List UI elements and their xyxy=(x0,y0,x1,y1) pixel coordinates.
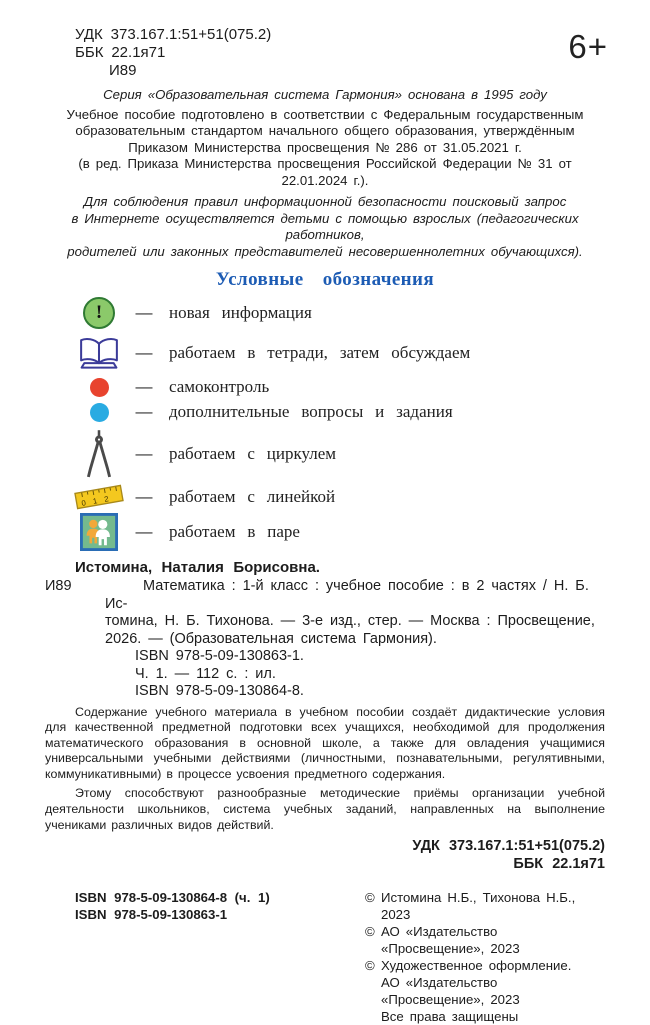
annotation-paragraph: Содержание учебного материала в учебном пособии создаёт дидактические условия для качественной предметной подготовки всех учащихся, необходимой для продолжения математического образования в основной школе, а также для овладения учащимися универсальными учебными действиями (личностными, познавательными, регулятивными, коммуникативными) в процессе усвоения предметного содержания. xyxy=(45,704,605,781)
part-line: Ч. 1. — 112 с. : ил. xyxy=(135,665,276,682)
fgos-line: образовательным стандартом начального общего образования, утверждённым xyxy=(75,123,575,138)
legend-item-label: дополнительные вопросы и задания xyxy=(169,402,453,421)
author-sign-top: И89 xyxy=(109,62,137,79)
legend-item-label: работаем в тетради, затем обсуждаем xyxy=(169,343,471,362)
legend-item-ruler xyxy=(73,486,605,508)
pair-icon xyxy=(73,513,125,551)
legend-item-label: самоконтроль xyxy=(169,377,270,396)
isbn-line: ISBN 978-5-09-130863-1. xyxy=(135,648,304,664)
copyright-line: Все права защищены xyxy=(381,1009,519,1025)
author-sign: И89 xyxy=(45,578,72,594)
copyright-block xyxy=(365,889,605,1025)
biblio-line: Математика : 1-й класс : учебное пособие : в 2 частях / Н. Б. Ис- xyxy=(105,578,589,612)
copyright-icon: © xyxy=(365,924,375,940)
legend-item-new-info xyxy=(73,297,605,329)
legend-dash: — xyxy=(135,444,153,463)
classification-codes xyxy=(75,26,605,80)
biblio-line: 2026. — (Образовательная система Гармония). xyxy=(105,630,437,647)
legend-dash: — xyxy=(135,377,153,396)
fgos-line: Приказом Министерства просвещения № 286 от 31.05.2021 г. xyxy=(128,139,522,155)
copyright-line: © Художественное оформление. xyxy=(365,958,572,974)
compass-icon xyxy=(73,427,125,481)
copyright-icon: © xyxy=(365,890,375,906)
safety-line: Для соблюдения правил информационной безопасности поисковый запрос xyxy=(83,194,567,209)
legend-item-label: работаем в паре xyxy=(169,522,300,541)
safety-line: в Интернете осуществляется детьми с помощью взрослых (педагогических работников, xyxy=(71,210,579,242)
isbn-block xyxy=(75,889,365,1025)
legend-item-notebook xyxy=(73,334,605,372)
open-book-icon xyxy=(73,334,125,372)
legend-item-extra xyxy=(73,402,605,422)
copyright-line: АО «Издательство «Просвещение», 2023 xyxy=(381,975,520,1008)
legend-dash: — xyxy=(135,522,153,541)
legend-item-label: работаем с циркулем xyxy=(169,444,337,463)
legend-item-selfcheck xyxy=(73,377,605,397)
legend-title: Условные обозначения xyxy=(215,269,435,290)
isbn-line: ISBN 978-5-09-130864-8. xyxy=(135,683,304,699)
classification-codes-bottom xyxy=(45,837,605,873)
author-heading: Истомина, Наталия Борисовна. xyxy=(75,559,320,576)
safety-note xyxy=(45,194,605,260)
age-rating-badge: 6+ xyxy=(568,28,608,65)
isbn-footer-line: ISBN 978-5-09-130864-8 (ч. 1) xyxy=(75,890,270,906)
udk-bottom: УДК 373.167.1:51+51(075.2) xyxy=(412,838,605,855)
legend-dash: — xyxy=(135,487,153,506)
ruler-number: 1 xyxy=(92,496,98,506)
legend-dash: — xyxy=(135,402,153,421)
exclamation-icon: ! xyxy=(83,297,115,329)
copyright-icon: © xyxy=(365,958,375,974)
imprint-footer xyxy=(45,889,605,1025)
legend-item-compass xyxy=(73,427,605,481)
legend xyxy=(73,297,605,551)
annotation-paragraph: Этому способствуют разнообразные методические приёмы организации учебной деятельности школьников, система учебных заданий, направленных на выполнение учениками различных видов действий. xyxy=(45,786,605,832)
udk-top: УДК 373.167.1:51+51(075.2) xyxy=(75,26,272,43)
isbn-footer-line: ISBN 978-5-09-130863-1 xyxy=(75,907,228,923)
bbk-bottom: ББК 22.1я71 xyxy=(513,856,605,873)
legend-dash: — xyxy=(135,343,153,362)
series-note: Серия «Образовательная система Гармония» основана в 1995 году xyxy=(103,87,547,102)
legend-dash: — xyxy=(135,303,153,322)
legend-item-label: работаем с линейкой xyxy=(169,487,336,506)
safety-line: родителей или законных представителей несовершеннолетних обучающихся). xyxy=(67,243,583,259)
copyright-line: © Истомина Н.Б., Тихонова Н.Б., 2023 xyxy=(365,890,576,923)
biblio-line: томина, Н. Б. Тихонова. — 3-е изд., стер. — Москва : Просвещение, xyxy=(105,613,595,629)
bibliographic-record xyxy=(45,578,605,701)
fgos-note xyxy=(45,107,605,190)
fgos-line: Учебное пособие подготовлено в соответствии с Федеральным государственным xyxy=(66,106,584,122)
ruler-icon xyxy=(71,482,126,513)
ruler-number: 0 xyxy=(80,498,87,508)
fgos-line: (в ред. Приказа Министерства просвещения Российской Федерации № 31 от 22.01.2024 г.). xyxy=(78,156,572,188)
red-dot-icon xyxy=(90,378,109,397)
blue-dot-icon xyxy=(90,403,109,422)
legend-item-pair xyxy=(73,513,605,551)
bbk-top: ББК 22.1я71 xyxy=(75,44,166,61)
legend-item-label: новая информация xyxy=(169,303,312,322)
ruler-number: 2 xyxy=(103,494,110,504)
copyright-line: © АО «Издательство «Просвещение», 2023 xyxy=(365,924,520,957)
